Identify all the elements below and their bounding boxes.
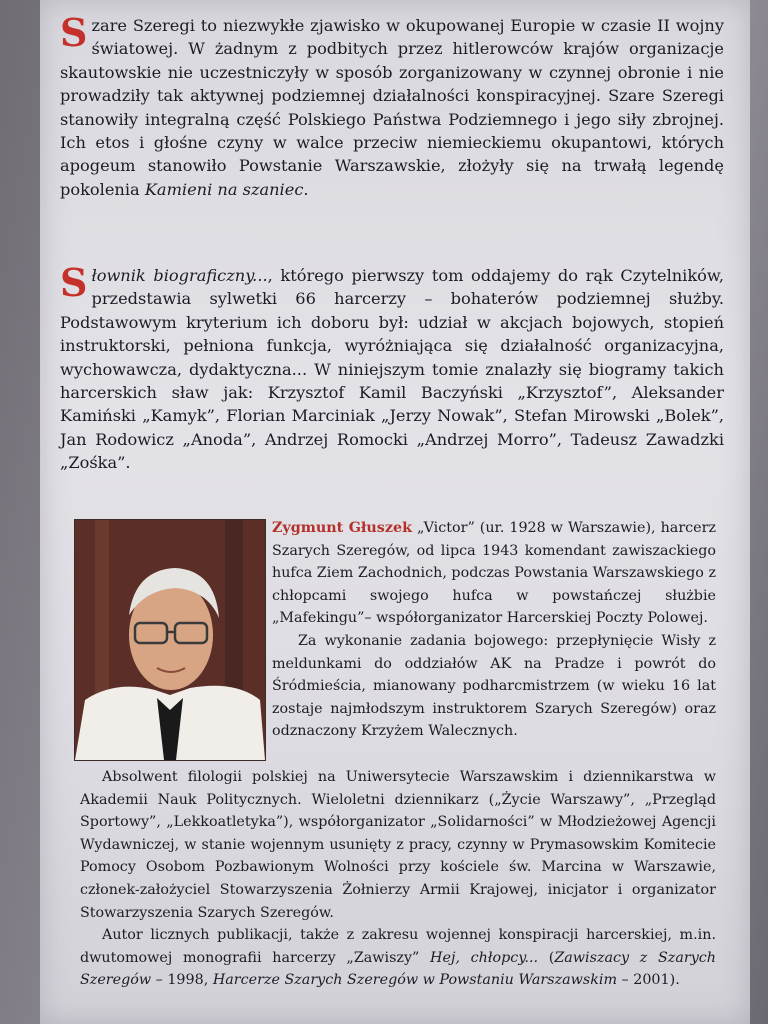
author-bio-intro	[272, 517, 716, 630]
pub-title-3: Harcerze Szarych Szeregów w Powstaniu Warszawskim	[212, 972, 617, 989]
dropcap-1: S	[60, 10, 88, 55]
intro-text: zare Szeregi to niezwykłe zjawisko w okupowanej Europie w czasie II wojny światowej. W żadnym z podbitych przez hitlerowców krajów organizacje skautowskie nie uczestniczyły w sposób zorganizowany w czynnej obronie i nie prowadziły tak aktywnej podziemnej działalności konspiracyjnej. Szare Szeregi stanowiły integralną część Polskiego Państwa Podziemnego i jego siły zbrojnej. Ich etos i głośne czyny w walce przeciw niemieckiemu okupantowi, których apogeum stanowiło Powstanie Warszawskie, złożyły się na trwałą legendę pokolenia	[60, 16, 724, 199]
dropcap-2: S	[60, 260, 88, 305]
intro-end: .	[303, 179, 309, 199]
author-bio-side	[272, 517, 716, 743]
intro-book-title: Kamieni na szaniec	[144, 179, 304, 199]
dictionary-text: , którego pierwszy tom oddajemy do rąk Czytelników, przedstawia sylwetki 66 harcerzy – bohaterów podziemnej służby. Podstawowym kryterium ich doboru był: udział w akcjach bojowych, stopień instruktorski, pełniona funkcja, wyróżniająca się działalność organizacyjna, wychowawcza, dydaktyczna... W niniejszym tomie znalazły się biogramy takich harcerskich sław jak: Krzysztof Kamil Baczyński „Krzysztof”, Aleksander Kamiński „Kamyk”, Florian Marciniak „Jerzy Nowak”, Stefan Mirowski „Bolek”, Jan Rodowicz „Anoda”, Andrzej Romocki „Andrzej Morro”, Tadeusz Zawadzki „Zośka”.	[60, 266, 724, 473]
author-intro-text: „Victor” (ur. 1928 w Warszawie), harcerz Szarych Szeregów, od lipca 1943 komendant zawiszackiego hufca Ziem Zachodnich, podczas Powstania Warszawskiego z chłopcami swojego hufca w powstańczej służbie „Mafekingu”– współorganizator Harcerskiej Poczty Polowej.	[272, 520, 716, 627]
pub-title-2: Zawiszacy z Szarych Szeregów	[80, 949, 716, 989]
author-name: Zygmunt Głuszek	[272, 520, 412, 536]
author-portrait-image	[75, 520, 265, 760]
pub-text-d: – 2001).	[617, 972, 680, 989]
pub-text-a: Autor licznych publikacji, także z zakresu wojennej konspiracji harcerskiej, m.in. dwutomowej monografii harcerzy „Zawiszy”	[80, 927, 716, 966]
author-bio-combat: Za wykonanie zadania bojowego: przepłynięcie Wisły z meldunkami do oddziałów AK na Pradze i powrót do Śródmieścia, mianowany podharcmistrzem (w wieku 16 lat zostaje najmłodszym instruktorem Szarych Szeregów) oraz odznaczony Krzyżem Walecznych.	[272, 632, 716, 740]
author-bio-publications	[80, 924, 716, 992]
dictionary-title: łownik biograficzny...	[91, 266, 268, 285]
author-photo	[74, 519, 266, 761]
dictionary-paragraph	[60, 260, 724, 475]
intro-paragraph	[60, 10, 724, 201]
pub-title-1: Hej, chłopcy...	[430, 949, 539, 966]
author-bio-full	[80, 766, 716, 992]
pub-text-c: – 1998,	[151, 972, 213, 989]
pub-text-b: (	[538, 949, 555, 966]
author-bio-career: Absolwent filologii polskiej na Uniwersytecie Warszawskim i dziennikarstwa w Akademii Nauk Politycznych. Wieloletni dziennikarz („Życie Warszawy”, „Przegląd Sportowy”, „Lekkoatletyka”), współorganizator „Solidarności” w Młodzieżowej Agencji Wydawniczej, w stanie wojennym usunięty z pracy, czynny w Prymasowskim Komitecie Pomocy Osobom Pozbawionym Wolności przy kościele św. Marcina w Warszawie, członek-założyciel Stowarzyszenia Żołnierzy Armii Krajowej, inicjator i organizator Stowarzyszenia Szarych Szeregów.	[80, 769, 716, 921]
